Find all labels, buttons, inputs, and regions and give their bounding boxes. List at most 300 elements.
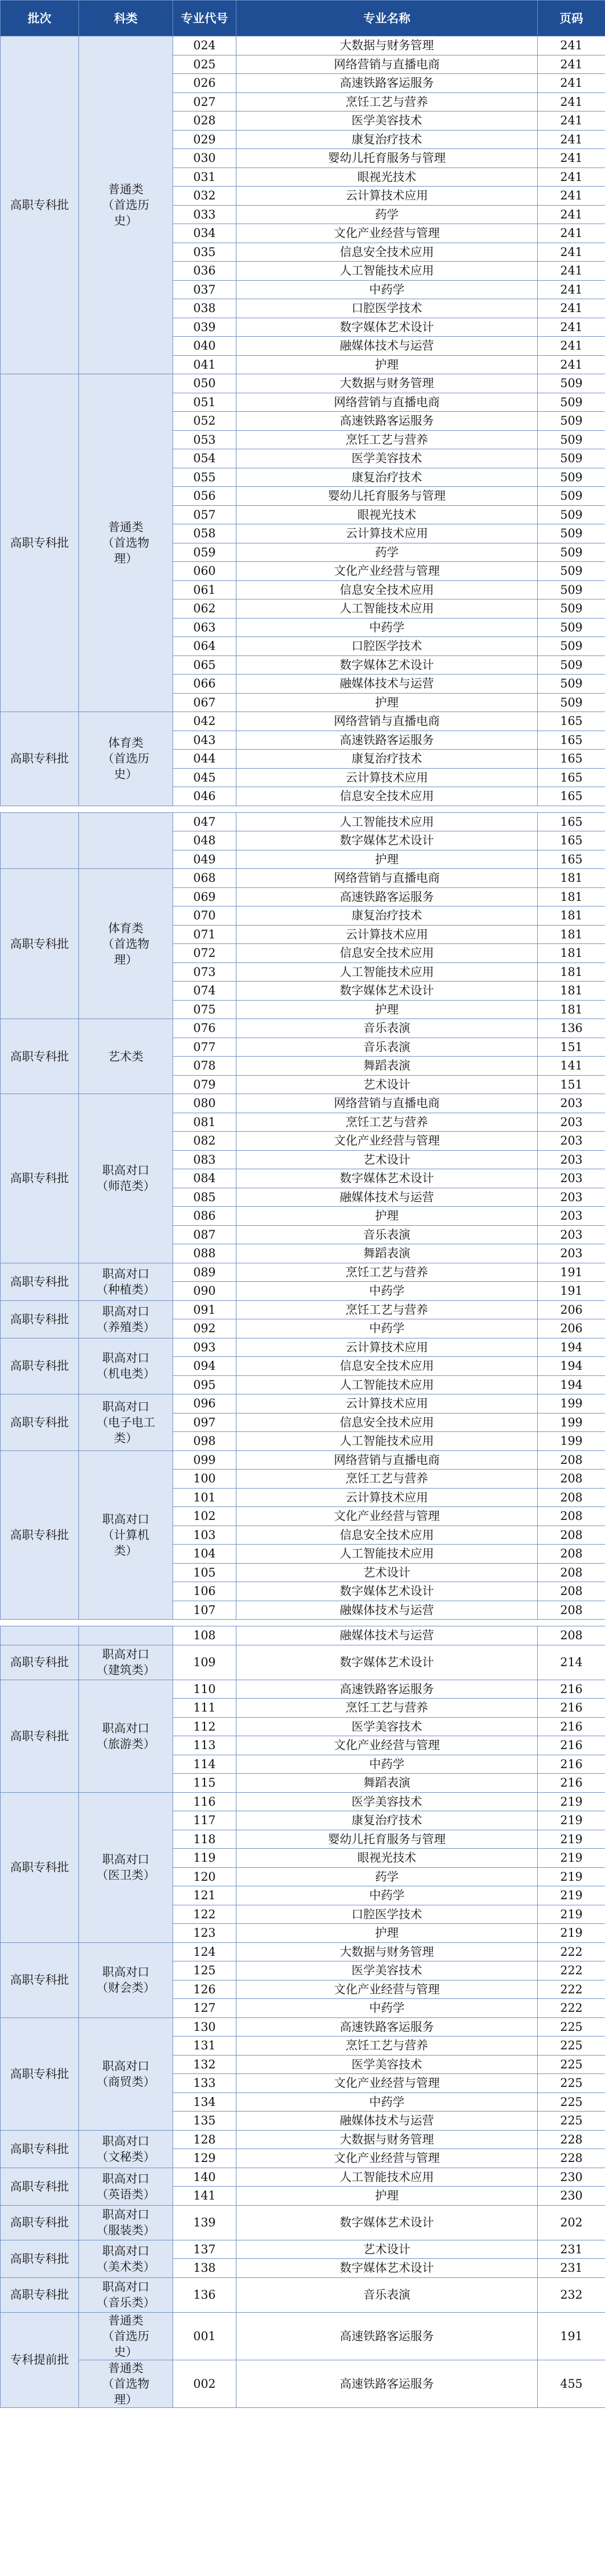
major-name-cell: 数字媒体艺术设计	[236, 2205, 538, 2240]
page-number-cell: 208	[538, 1601, 605, 1620]
page-break-gap	[1, 1620, 605, 1626]
major-code-cell: 053	[173, 430, 236, 449]
page-number-cell: 214	[538, 1645, 605, 1680]
major-name-cell: 音乐表演	[236, 2277, 538, 2312]
major-code-cell: 105	[173, 1563, 236, 1582]
page-number-cell: 165	[538, 712, 605, 731]
page-number-cell: 219	[538, 1886, 605, 1905]
category-cell: 职高对口 （机电类）	[79, 1338, 173, 1394]
batch-cell: 高职专科批	[1, 2277, 79, 2312]
major-code-cell: 135	[173, 2112, 236, 2131]
major-code-cell: 114	[173, 1755, 236, 1774]
page-number-cell: 191	[538, 1263, 605, 1282]
major-name-cell: 数字媒体艺术设计	[236, 655, 538, 675]
major-name-cell: 信息安全技术应用	[236, 944, 538, 963]
category-cell: 体育类 （首选历 史）	[79, 712, 173, 806]
major-name-cell: 眼视光技术	[236, 505, 538, 524]
major-name-cell: 人工智能技术应用	[236, 599, 538, 619]
major-name-cell: 高速铁路客运服务	[236, 2017, 538, 2036]
major-name-cell: 眼视光技术	[236, 168, 538, 187]
category-cell: 职高对口 （文秘类）	[79, 2130, 173, 2168]
major-code-cell: 076	[173, 1019, 236, 1038]
major-code-cell: 027	[173, 92, 236, 111]
batch-cell: 高职专科批	[1, 1645, 79, 1680]
major-code-cell: 089	[173, 1263, 236, 1282]
page-number-cell: 241	[538, 130, 605, 149]
major-code-cell: 070	[173, 906, 236, 926]
table-row	[1, 36, 605, 55]
major-code-cell: 125	[173, 1961, 236, 1980]
batch-cell: 高职专科批	[1, 1094, 79, 1263]
major-code-cell: 108	[173, 1626, 236, 1645]
page-number-cell: 165	[538, 787, 605, 806]
header-code: 专业代号	[173, 1, 236, 36]
major-code-cell: 060	[173, 562, 236, 581]
batch-cell: 高职专科批	[1, 1394, 79, 1451]
major-name-cell: 烹饪工艺与营养	[236, 2036, 538, 2056]
page-number-cell: 216	[538, 1736, 605, 1755]
table-row	[1, 1450, 605, 1470]
major-code-cell: 028	[173, 111, 236, 131]
major-code-cell: 064	[173, 637, 236, 656]
page-number-cell: 219	[538, 1830, 605, 1849]
major-name-cell: 网络营销与直播电商	[236, 712, 538, 731]
page-number-cell: 219	[538, 1849, 605, 1868]
page-number-cell: 219	[538, 1924, 605, 1943]
major-name-cell: 网络营销与直播电商	[236, 869, 538, 888]
page-number-cell: 241	[538, 299, 605, 318]
page-number-cell: 219	[538, 1811, 605, 1830]
major-name-cell: 大数据与财务管理	[236, 36, 538, 55]
page-number-cell: 509	[538, 487, 605, 506]
page-number-cell: 181	[538, 962, 605, 982]
major-code-cell: 025	[173, 55, 236, 74]
page-number-cell: 181	[538, 906, 605, 926]
page-number-cell: 241	[538, 280, 605, 299]
major-name-cell: 数字媒体艺术设计	[236, 982, 538, 1001]
page-number-cell: 181	[538, 1000, 605, 1019]
major-name-cell: 医学美容技术	[236, 111, 538, 131]
page-number-cell: 228	[538, 2149, 605, 2168]
page-break-gap	[1, 806, 605, 812]
major-name-cell: 护理	[236, 1207, 538, 1226]
major-code-cell: 039	[173, 318, 236, 337]
major-code-cell: 085	[173, 1188, 236, 1207]
major-name-cell: 婴幼儿托育服务与管理	[236, 487, 538, 506]
major-code-cell: 091	[173, 1300, 236, 1319]
page-number-cell: 165	[538, 831, 605, 850]
major-code-cell: 044	[173, 750, 236, 769]
category-cell: 职高对口 （医卫类）	[79, 1792, 173, 1942]
table-row	[1, 2017, 605, 2036]
major-name-cell: 人工智能技术应用	[236, 262, 538, 281]
major-code-cell: 051	[173, 393, 236, 412]
category-cell: 职高对口 （旅游类）	[79, 1680, 173, 1792]
page-number-cell: 165	[538, 812, 605, 831]
major-code-cell: 121	[173, 1886, 236, 1905]
page-number-cell: 208	[538, 1488, 605, 1507]
page-number-cell: 219	[538, 1792, 605, 1811]
batch-cell: 高职专科批	[1, 36, 79, 374]
major-code-cell: 024	[173, 36, 236, 55]
category-cell: 职高对口 （财会类）	[79, 1942, 173, 2017]
page-number-cell: 216	[538, 1755, 605, 1774]
major-name-cell: 网络营销与直播电商	[236, 55, 538, 74]
page-number-cell: 241	[538, 55, 605, 74]
category-cell: 体育类 （首选物 理）	[79, 869, 173, 1019]
major-name-cell: 医学美容技术	[236, 449, 538, 468]
page-number-cell: 208	[538, 1450, 605, 1470]
major-code-cell: 079	[173, 1075, 236, 1094]
major-code-cell: 041	[173, 355, 236, 374]
category-cell: 职高对口 （养殖类）	[79, 1300, 173, 1338]
major-code-cell: 136	[173, 2277, 236, 2312]
major-code-cell: 054	[173, 449, 236, 468]
major-code-cell: 130	[173, 2017, 236, 2036]
major-name-cell: 融媒体技术与运营	[236, 675, 538, 694]
major-name-cell: 融媒体技术与运营	[236, 1601, 538, 1620]
major-name-cell: 药学	[236, 543, 538, 562]
major-code-cell: 097	[173, 1413, 236, 1432]
category-cell: 艺术类	[79, 1019, 173, 1094]
header-page: 页码	[538, 1, 605, 36]
major-code-cell: 040	[173, 337, 236, 356]
major-name-cell: 大数据与财务管理	[236, 374, 538, 393]
major-name-cell: 云计算技术应用	[236, 187, 538, 206]
major-name-cell: 烹饪工艺与营养	[236, 1300, 538, 1319]
page-number-cell: 230	[538, 2168, 605, 2187]
major-code-cell: 102	[173, 1507, 236, 1526]
page-number-cell: 216	[538, 1680, 605, 1699]
page-number-cell: 216	[538, 1699, 605, 1718]
page-number-cell: 225	[538, 2112, 605, 2131]
major-name-cell: 信息安全技术应用	[236, 1357, 538, 1376]
table-row	[1, 812, 605, 831]
batch-cell: 高职专科批	[1, 2017, 79, 2130]
major-code-cell: 090	[173, 1282, 236, 1301]
major-code-cell: 118	[173, 1830, 236, 1849]
page-number-cell: 208	[538, 1626, 605, 1645]
major-name-cell: 文化产业经营与管理	[236, 1980, 538, 1999]
major-code-cell: 086	[173, 1207, 236, 1226]
major-code-cell: 131	[173, 2036, 236, 2056]
major-code-cell: 073	[173, 962, 236, 982]
major-code-cell: 132	[173, 2055, 236, 2074]
page-number-cell: 509	[538, 580, 605, 599]
table-row	[1, 1680, 605, 1699]
page-number-cell: 202	[538, 2205, 605, 2240]
page-number-cell: 194	[538, 1338, 605, 1357]
major-name-cell: 云计算技术应用	[236, 925, 538, 944]
major-name-cell: 医学美容技术	[236, 2055, 538, 2074]
major-code-cell: 074	[173, 982, 236, 1001]
page-number-cell: 455	[538, 2360, 605, 2407]
major-name-cell: 数字媒体艺术设计	[236, 1582, 538, 1601]
page-number-cell: 199	[538, 1413, 605, 1432]
table-row	[1, 1792, 605, 1811]
page-number-cell: 509	[538, 599, 605, 619]
major-code-cell: 032	[173, 187, 236, 206]
major-code-cell: 107	[173, 1601, 236, 1620]
page-number-cell: 203	[538, 1094, 605, 1113]
major-name-cell: 融媒体技术与运营	[236, 2112, 538, 2131]
batch-cell: 高职专科批	[1, 374, 79, 712]
major-name-cell: 中药学	[236, 1319, 538, 1338]
header-category: 科类	[79, 1, 173, 36]
major-code-cell: 104	[173, 1545, 236, 1564]
major-name-cell: 舞蹈表演	[236, 1774, 538, 1793]
category-cell: 职高对口 （建筑类）	[79, 1645, 173, 1680]
page-number-cell: 206	[538, 1319, 605, 1338]
table-row	[1, 1338, 605, 1357]
major-name-cell: 烹饪工艺与营养	[236, 1263, 538, 1282]
table-row	[1, 712, 605, 731]
batch-cell: 高职专科批	[1, 1338, 79, 1394]
batch-cell: 专科提前批	[1, 2312, 79, 2407]
major-code-cell: 084	[173, 1169, 236, 1188]
page-number-cell: 203	[538, 1169, 605, 1188]
major-name-cell: 文化产业经营与管理	[236, 2149, 538, 2168]
page-number-cell: 241	[538, 36, 605, 55]
major-code-cell: 087	[173, 1225, 236, 1244]
page-number-cell: 141	[538, 1057, 605, 1076]
major-name-cell: 人工智能技术应用	[236, 1432, 538, 1451]
category-cell	[79, 812, 173, 869]
major-name-cell: 医学美容技术	[236, 1717, 538, 1736]
category-cell: 普通类 （首选物 理）	[79, 2360, 173, 2407]
major-code-cell: 100	[173, 1470, 236, 1489]
major-name-cell: 舞蹈表演	[236, 1244, 538, 1263]
category-cell: 职高对口 （商贸类）	[79, 2017, 173, 2130]
page-number-cell: 228	[538, 2130, 605, 2149]
table-row	[1, 2277, 605, 2312]
major-code-cell: 052	[173, 412, 236, 431]
major-name-cell: 信息安全技术应用	[236, 787, 538, 806]
major-code-cell: 038	[173, 299, 236, 318]
batch-cell: 高职专科批	[1, 1019, 79, 1094]
major-code-cell: 067	[173, 693, 236, 712]
major-name-cell: 数字媒体艺术设计	[236, 831, 538, 850]
major-name-cell: 高速铁路客运服务	[236, 412, 538, 431]
major-code-cell: 115	[173, 1774, 236, 1793]
page-number-cell: 231	[538, 2240, 605, 2259]
major-name-cell: 数字媒体艺术设计	[236, 1645, 538, 1680]
major-name-cell: 康复治疗技术	[236, 1811, 538, 1830]
major-name-cell: 云计算技术应用	[236, 768, 538, 787]
page-number-cell: 181	[538, 869, 605, 888]
page-number-cell: 241	[538, 355, 605, 374]
major-code-cell: 061	[173, 580, 236, 599]
major-name-cell: 音乐表演	[236, 1038, 538, 1057]
major-name-cell: 康复治疗技术	[236, 906, 538, 926]
major-code-cell: 133	[173, 2074, 236, 2093]
page-number-cell: 216	[538, 1717, 605, 1736]
major-code-cell: 063	[173, 618, 236, 637]
major-name-cell: 文化产业经营与管理	[236, 1507, 538, 1526]
major-name-cell: 中药学	[236, 2093, 538, 2112]
page-number-cell: 225	[538, 2036, 605, 2056]
batch-cell: 高职专科批	[1, 2240, 79, 2277]
batch-cell: 高职专科批	[1, 1263, 79, 1300]
table-header-row	[1, 1, 605, 36]
major-name-cell: 中药学	[236, 1755, 538, 1774]
page-number-cell: 241	[538, 243, 605, 262]
page-number-cell: 165	[538, 768, 605, 787]
major-name-cell: 中药学	[236, 1999, 538, 2018]
batch-cell: 高职专科批	[1, 1942, 79, 2017]
major-code-cell: 119	[173, 1849, 236, 1868]
major-code-cell: 066	[173, 675, 236, 694]
page-number-cell: 509	[538, 655, 605, 675]
major-code-cell: 082	[173, 1132, 236, 1151]
major-name-cell: 数字媒体艺术设计	[236, 2259, 538, 2278]
major-name-cell: 婴幼儿托育服务与管理	[236, 149, 538, 168]
page-number-cell: 222	[538, 1961, 605, 1980]
major-name-cell: 医学美容技术	[236, 1961, 538, 1980]
table-row	[1, 1942, 605, 1961]
major-code-cell: 124	[173, 1942, 236, 1961]
page-number-cell: 241	[538, 168, 605, 187]
major-code-cell: 126	[173, 1980, 236, 1999]
major-code-cell: 047	[173, 812, 236, 831]
page-number-cell: 219	[538, 1905, 605, 1924]
major-name-cell: 烹饪工艺与营养	[236, 430, 538, 449]
major-name-cell: 舞蹈表演	[236, 1057, 538, 1076]
major-code-cell: 029	[173, 130, 236, 149]
page-number-cell: 203	[538, 1113, 605, 1132]
major-code-cell: 042	[173, 712, 236, 731]
page-number-cell: 181	[538, 944, 605, 963]
category-cell: 职高对口 （师范类）	[79, 1094, 173, 1263]
major-name-cell: 网络营销与直播电商	[236, 1450, 538, 1470]
major-code-cell: 134	[173, 2093, 236, 2112]
page-number-cell: 509	[538, 524, 605, 543]
major-code-cell: 072	[173, 944, 236, 963]
major-name-cell: 人工智能技术应用	[236, 812, 538, 831]
category-cell: 职高对口 （音乐类）	[79, 2277, 173, 2312]
page-number-cell: 509	[538, 637, 605, 656]
page-number-cell: 241	[538, 149, 605, 168]
major-code-cell: 111	[173, 1699, 236, 1718]
page-number-cell: 241	[538, 74, 605, 93]
major-code-cell: 080	[173, 1094, 236, 1113]
category-cell: 职高对口 （美术类）	[79, 2240, 173, 2277]
major-code-cell: 088	[173, 1244, 236, 1263]
major-name-cell: 高速铁路客运服务	[236, 887, 538, 906]
page-number-cell: 206	[538, 1300, 605, 1319]
page-number-cell: 509	[538, 393, 605, 412]
batch-cell: 高职专科批	[1, 2205, 79, 2240]
major-name-cell: 高速铁路客运服务	[236, 2360, 538, 2407]
batch-cell: 高职专科批	[1, 1792, 79, 1942]
page-number-cell: 219	[538, 1867, 605, 1886]
major-name-cell: 护理	[236, 850, 538, 869]
page-number-cell: 225	[538, 2074, 605, 2093]
page-number-cell: 208	[538, 1563, 605, 1582]
major-code-cell: 077	[173, 1038, 236, 1057]
major-name-cell: 高速铁路客运服务	[236, 731, 538, 750]
category-cell: 普通类 （首选历 史）	[79, 2312, 173, 2360]
page-number-cell: 509	[538, 468, 605, 487]
page-number-cell: 165	[538, 850, 605, 869]
page-number-cell: 231	[538, 2259, 605, 2278]
major-code-cell: 112	[173, 1717, 236, 1736]
major-code-cell: 056	[173, 487, 236, 506]
major-name-cell: 云计算技术应用	[236, 1338, 538, 1357]
major-name-cell: 信息安全技术应用	[236, 580, 538, 599]
category-cell: 普通类 （首选物 理）	[79, 374, 173, 712]
major-code-cell: 127	[173, 1999, 236, 2018]
page-number-cell: 181	[538, 887, 605, 906]
page-number-cell: 203	[538, 1150, 605, 1169]
category-cell: 职高对口 （计算机 类）	[79, 1450, 173, 1620]
major-name-cell: 信息安全技术应用	[236, 1413, 538, 1432]
page-number-cell: 241	[538, 187, 605, 206]
major-name-cell: 融媒体技术与运营	[236, 337, 538, 356]
major-name-cell: 音乐表演	[236, 1019, 538, 1038]
page-number-cell: 241	[538, 205, 605, 224]
major-name-cell: 中药学	[236, 618, 538, 637]
table-row	[1, 1094, 605, 1113]
page-number-cell: 208	[538, 1507, 605, 1526]
batch-cell: 高职专科批	[1, 869, 79, 1019]
major-name-cell: 大数据与财务管理	[236, 1942, 538, 1961]
major-code-cell: 078	[173, 1057, 236, 1076]
major-code-cell: 139	[173, 2205, 236, 2240]
major-code-cell: 141	[173, 2187, 236, 2206]
major-code-cell: 129	[173, 2149, 236, 2168]
category-cell: 职高对口 （服装类）	[79, 2205, 173, 2240]
table-row	[1, 1626, 605, 1645]
major-code-cell: 030	[173, 149, 236, 168]
major-name-cell: 中药学	[236, 1886, 538, 1905]
major-name-cell: 医学美容技术	[236, 1792, 538, 1811]
page-number-cell: 232	[538, 2277, 605, 2312]
page-number-cell: 191	[538, 2312, 605, 2360]
major-name-cell: 药学	[236, 205, 538, 224]
major-name-cell: 云计算技术应用	[236, 1488, 538, 1507]
major-code-cell: 043	[173, 731, 236, 750]
major-code-cell: 103	[173, 1526, 236, 1545]
page-number-cell: 509	[538, 618, 605, 637]
batch-cell: 高职专科批	[1, 2130, 79, 2168]
page-number-cell: 208	[538, 1470, 605, 1489]
page-number-cell: 241	[538, 318, 605, 337]
major-code-cell: 123	[173, 1924, 236, 1943]
page-number-cell: 241	[538, 262, 605, 281]
major-code-cell: 049	[173, 850, 236, 869]
major-code-cell: 110	[173, 1680, 236, 1699]
category-cell: 普通类 （首选历 史）	[79, 36, 173, 374]
major-name-cell: 护理	[236, 355, 538, 374]
page-number-cell: 208	[538, 1526, 605, 1545]
page-number-cell: 509	[538, 374, 605, 393]
major-name-cell: 婴幼儿托育服务与管理	[236, 1830, 538, 1849]
table-row	[1, 869, 605, 888]
table-row	[1, 374, 605, 393]
page-number-cell: 222	[538, 1942, 605, 1961]
major-code-cell: 092	[173, 1319, 236, 1338]
major-code-cell: 113	[173, 1736, 236, 1755]
page-number-cell: 241	[538, 224, 605, 243]
major-code-cell: 098	[173, 1432, 236, 1451]
major-name-cell: 融媒体技术与运营	[236, 1626, 538, 1645]
page-number-cell: 203	[538, 1188, 605, 1207]
major-name-cell: 人工智能技术应用	[236, 962, 538, 982]
major-name-cell: 融媒体技术与运营	[236, 1188, 538, 1207]
major-code-cell: 069	[173, 887, 236, 906]
major-code-cell: 140	[173, 2168, 236, 2187]
